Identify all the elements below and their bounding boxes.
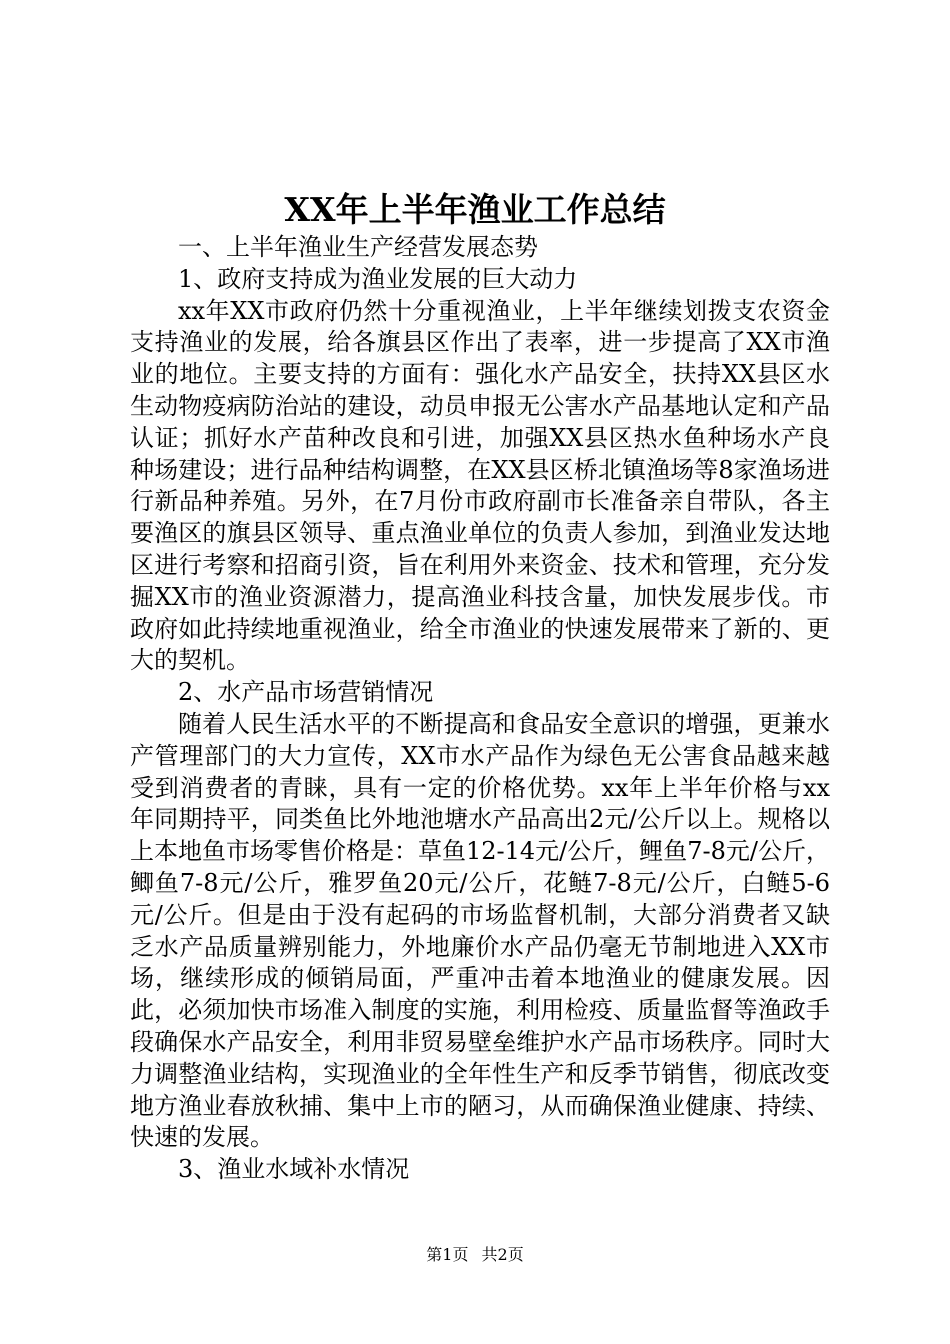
page-total: 共2页 (481, 1245, 524, 1264)
subsection-heading: 2、水产品市场营销情况 (178, 678, 434, 707)
document-body (130, 232, 830, 1186)
page-footer (0, 1244, 950, 1266)
body-paragraph: 随着人民生活水平的不断提高和食品安全意识的增强，更兼水产管理部门的大力宣传，XX市水产品作为绿色无公害食品越来越受到消费者的青睐，具有一定的价格优势。xx年上半年价格与xx年同期持平，同类鱼比外地池塘水产品高出2元/公斤以上。规格以上本地鱼市场零售价格是：草鱼12-14元/公斤，鲤鱼7-8元/公斤，鲫鱼7-8元/公斤，雅罗鱼20元/公斤，花鲢7-8元/公斤，白鲢5-6元/公斤。但是由于没有起码的市场监督机制，大部分消费者又缺乏水产品质量辨别能力，外地廉价水产品仍毫无节制地进入XX市场，继续形成的倾销局面，严重冲击着本地渔业的健康发展。因此，必须加快市场准入制度的实施，利用检疫、质量监督等渔政手段确保水产品安全，利用非贸易壁垒维护水产品市场秩序。同时大力调整渔业结构，实现渔业的全年性生产和反季节销售，彻底改变地方渔业春放秋捕、集中上市的陋习，从而确保渔业健康、持续、快速的发展。 (130, 709, 831, 1152)
subsection-heading: 1、政府支持成为渔业发展的巨大动力 (178, 264, 578, 293)
section-heading: 一、上半年渔业生产经营发展态势 (178, 233, 538, 261)
page-number: 第1页 (426, 1245, 469, 1264)
subsection-heading: 3、渔业水域补水情况 (178, 1155, 410, 1184)
body-paragraph: xx年XX市政府仍然十分重视渔业，上半年继续划拨支农资金支持渔业的发展，给各旗县区作出了表率，进一步提高了XX市渔业的地位。主要支持的方面有：强化水产品安全，扶持XX县区水生动物疫病防治站的建设，动员申报无公害水产品基地认定和产品认证；抓好水产苗种改良和引进，加强XX县区热水鱼种场水产良种场建设；进行品种结构调整，在XX县区桥北镇渔场等8家渔场进行新品种养殖。另外，在7月份市政府副市长准备亲自带队，各主要渔区的旗县区领导、重点渔业单位的负责人参加，到渔业发达地区进行考察和招商引资，旨在利用外来资金、技术和管理，充分发掘XX市的渔业资源潜力，提高渔业科技含量，加快发展步伐。市政府如此持续地重视渔业，给全市渔业的快速发展带来了新的、更大的契机。 (130, 296, 830, 675)
document-title: XX年上半年渔业工作总结 (284, 190, 666, 229)
